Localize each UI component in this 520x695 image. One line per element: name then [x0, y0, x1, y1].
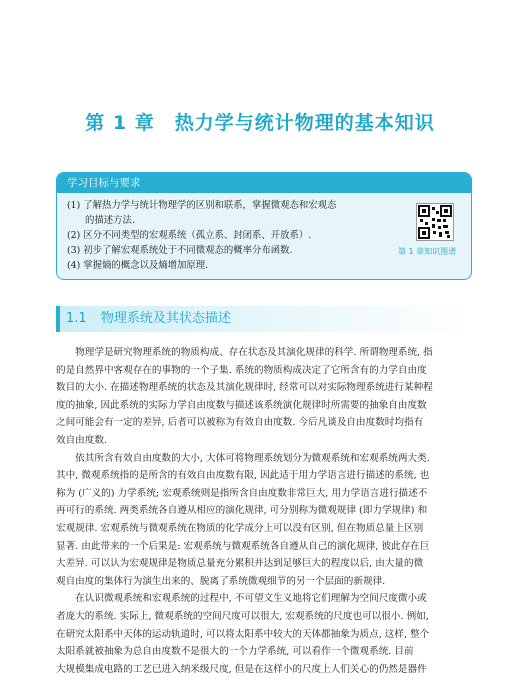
body-line: 依其所含有效自由度数的大小, 大体可将物理系统划分为微观系统和宏观系统两大类. — [56, 452, 430, 464]
body-line: 效自由度数. — [56, 434, 108, 446]
goal-item-continuation: 的描述方法. — [85, 215, 135, 226]
learning-goals-header: 学习目标与要求 — [57, 173, 471, 193]
qr-caption: 第 1 章知识图谱 — [398, 247, 457, 256]
section-title: 物理系统及其状态描述 — [100, 311, 231, 326]
body-line: 度的抽象, 因此系统的实际力学自由度数与描述该系统演化规律时所需要的抽象自由度数 — [56, 399, 427, 411]
section-number: 1.1 — [66, 311, 87, 326]
section-heading — [56, 306, 472, 332]
body-line: 再可行的系统. 两类系统各自遵从相应的演化规律, 可分别称为微观规律 (即力学规律) 和 — [56, 505, 428, 517]
body-line: 其中, 微观系统指的是所含的有效自由度数有限, 因此适于用力学语言进行描述的系统, 也 — [56, 470, 430, 482]
body-text — [56, 344, 472, 678]
body-line: 观自由度的集体行为演生出来的、脱离了系统微观细节的另一个层面的新规律. — [56, 575, 386, 587]
body-line: 在研究太阳系中天体的运动轨道时, 可以将太阳系中较大的天体都抽象为质点, 这样, 整个 — [56, 628, 430, 640]
body-line: 大规模集成电路的工艺已进入纳米级尺度, 但是在这样小的尺度上人们关心的仍然是器件 — [56, 663, 427, 675]
qr-code-icon[interactable] — [416, 203, 454, 241]
body-line: 数目的大小. 在描述物理系统的状态及其演化规律时, 经常可以对实际物理系统进行某种程 — [56, 382, 433, 394]
body-line: 者庞大的系统. 实际上, 微观系统的空间尺度可以很大, 宏观系统的尺度也可以很小. 例如, — [56, 610, 429, 622]
learning-goals-box — [56, 172, 472, 280]
body-line: 物理学是研究物理系统的物质构成、存在状态及其演化规律的科学. 所谓物理系统, 指 — [56, 347, 433, 358]
body-line: 宏观规律. 宏观系统与微观系统在物质的化学成分上可以没有区别, 但在物质总量上区别 — [56, 522, 424, 534]
body-line: 在认识微观系统和宏观系统的过程中, 不可望文生义地将它们理解为空间尺度微小或 — [56, 593, 427, 605]
learning-goals-list — [67, 198, 387, 273]
body-line: 显著. 由此带来的一个后果是: 宏观系统与微观系统各自遵从自己的演化规律, 彼此存在巨 — [56, 540, 430, 552]
body-line: 的是自然界中客观存在的事物的一个子集. 系统的物质构成决定了它所含有的力学自由度 — [56, 364, 427, 376]
goal-item: (4) 掌握熵的概念以及熵增加原理. — [67, 260, 209, 271]
body-line: 大差异. 可以认为宏观规律是物质总量充分累积并达到足够巨大的程度以后, 由大量的微 — [56, 558, 424, 570]
goal-item: (2) 区分不同类型的宏观系统（孤立系、封闭系、开放系）. — [67, 230, 312, 241]
chapter-title: 第 1 章 热力学与统计物理的基本知识 — [85, 112, 435, 134]
goal-item: (1) 了解热力学与统计物理学的区别和联系，掌握微观态和宏观态 — [67, 200, 337, 211]
body-line: 之间可能会有一定的差异, 后者可以被称为有效自由度数. 今后凡谈及自由度数时均指有 — [56, 417, 424, 429]
goal-item: (3) 初步了解宏观系统处于不同微观态的概率分布函数. — [67, 245, 293, 256]
body-line: 称为 (广义的) 力学系统; 宏观系统则是指所含自由度数非常巨大, 用力学语言进行描述不 — [56, 487, 428, 499]
body-line: 太阳系就被抽象为总自由度数不是很大的一个力学系统, 可以看作一个微观系统. 目前 — [56, 646, 414, 658]
